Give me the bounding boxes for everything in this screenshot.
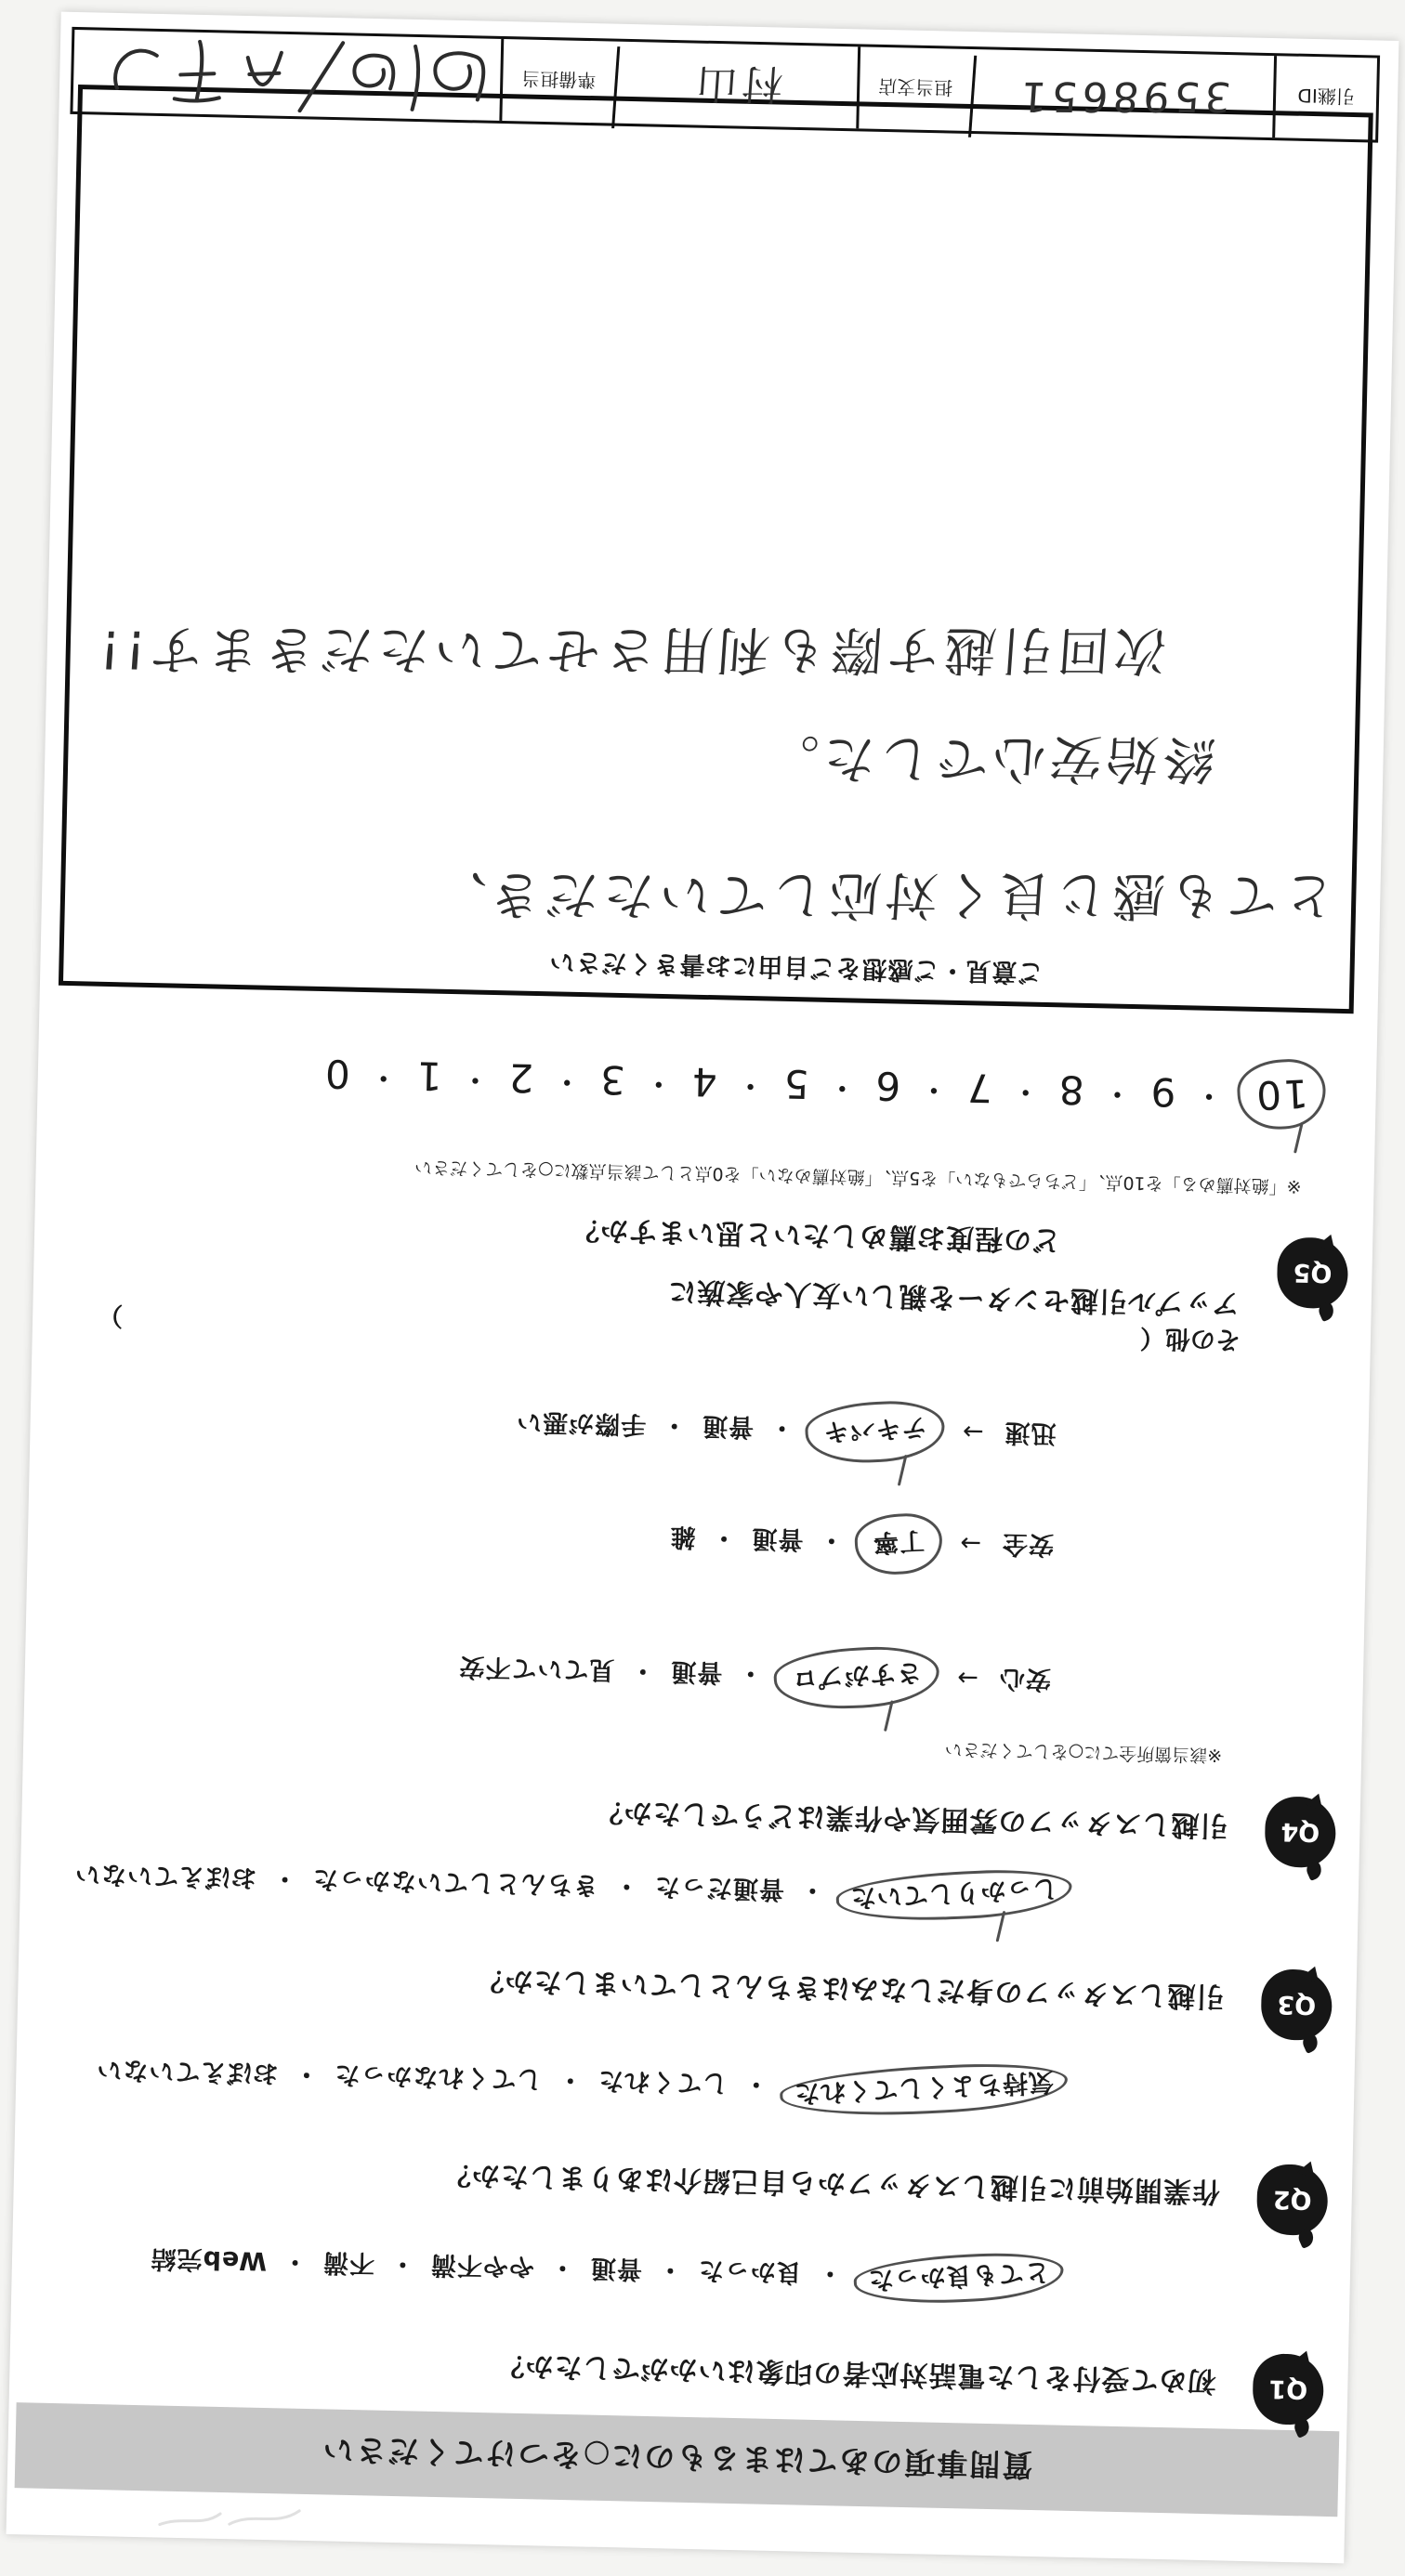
scale-number: ・ 5 [781, 1061, 874, 1108]
q4-option: ・ 雑 [669, 1522, 752, 1552]
q4-option: 丁寧 [872, 1525, 926, 1558]
handwritten-comment-line: 終始安心でした。 [759, 727, 1218, 789]
q1-option: ・ Web完結 [150, 2243, 322, 2276]
q2-option: ・ してくれなかった [334, 2060, 598, 2095]
q4-row-jinsoku [516, 1400, 1057, 1461]
q2-option: ・ おぼえていない [96, 2055, 335, 2089]
q3-options [74, 1858, 1070, 1916]
scale-number: ・ 6 [873, 1063, 966, 1110]
q4-question: 引越しスタッフの雰囲気や作業はどうでしたか？ [594, 1795, 1228, 1842]
branch-value: 村山 [611, 46, 860, 128]
q3-option: しっかりしていた [849, 1873, 1059, 1913]
nps-selection-circle [1235, 1057, 1327, 1131]
q1-badge [1252, 2353, 1324, 2426]
scale-number: ・ 1 [414, 1053, 507, 1100]
q4-option: ・ 普通 [751, 1523, 860, 1555]
scale-number: ・ 2 [506, 1054, 599, 1102]
paper-sheet [7, 12, 1399, 2564]
q1-selection-circle [853, 2250, 1065, 2308]
q5-question-line1: アップル引越センターを親しい友人や家族に [667, 1275, 1241, 1320]
scale-number: ・ 0 [323, 1051, 416, 1098]
arrow-icon: → [959, 1528, 982, 1558]
handover-id-label: 引継ID [1272, 56, 1377, 139]
q1-option: ・ やや不満 [430, 2250, 591, 2282]
q4-option: ・ 普通 [670, 1656, 779, 1688]
q4-row-anshin [458, 1644, 1052, 1706]
scale-number: ・ 3 [598, 1057, 691, 1105]
q5-badge-label: Q5 [1293, 1258, 1333, 1288]
q2-options [96, 2054, 1065, 2112]
page-title: 質問事項のあてはまるものに○をつけてください [321, 2431, 1033, 2484]
q4-option: ・ 手際が悪い [516, 1407, 702, 1440]
q4-other-label: その他（ [1139, 1323, 1241, 1354]
q4-note: ※該当箇所全てに○をしてください [944, 1738, 1223, 1766]
arrow-icon: → [955, 1663, 979, 1693]
q4-row-label: 安全 [1001, 1529, 1055, 1560]
q3-option: ・ おぼえていない [74, 1859, 313, 1893]
q4-other-close: ） [97, 1300, 124, 1330]
q5-note: ※「絶対薦める」を10点、「どちらでもない」を5点、「絶対薦めない」を0点として該当点数に○をしてください [414, 1157, 1302, 1197]
pencil-scan-artifact [155, 2498, 305, 2538]
q3-selection-circle [835, 1866, 1073, 1925]
scale-number: ・ 7 [965, 1065, 1058, 1112]
scale-number: ・ 4 [689, 1059, 782, 1106]
q1-badge-label: Q1 [1268, 2374, 1308, 2404]
prep-staff-cell [72, 30, 501, 121]
q3-badge-label: Q3 [1277, 1990, 1317, 2020]
q4-option: ・ 見ていて不安 [458, 1652, 671, 1685]
q4-option: ・ 普通 [702, 1411, 810, 1443]
scale-number: ・ 8 [1057, 1066, 1149, 1114]
branch-label: 担当支店 [856, 46, 972, 131]
q4-row-anzen [669, 1514, 1055, 1572]
q4-option: さすがプロ [791, 1657, 923, 1693]
q5-badge [1277, 1236, 1349, 1309]
q4-row2-selection-circle [854, 1511, 944, 1576]
comment-box-title: ご意見・ご感想をご自由にお書きください [548, 947, 1044, 987]
q1-option: ・ 不満 [322, 2247, 431, 2279]
q2-badge-label: Q2 [1272, 2185, 1312, 2216]
scale-number: 10 [1254, 1070, 1309, 1118]
q3-option: ・ きちんとしていなかった [312, 1864, 655, 1901]
q3-question: 引越しスタッフの身だしなみはきちんとしていましたか？ [475, 1963, 1225, 2013]
q4-row-label: 安心 [998, 1664, 1052, 1694]
q3-badge [1260, 1968, 1333, 2041]
comment-box [59, 85, 1373, 1013]
q4-option: テキパキ [822, 1412, 928, 1446]
q5-question-line2: どの程度お薦めしたいと思いますか？ [570, 1212, 1061, 1257]
nps-scale [322, 1044, 1322, 1124]
q2-badge [1256, 2164, 1329, 2236]
q2-selection-circle [779, 2059, 1069, 2121]
q1-question: 初めて受付をした電話対応者の印象はいかがでしたか？ [495, 2348, 1216, 2398]
q2-option: ・ してくれた [597, 2066, 784, 2099]
q2-question: 作業開始前に引越しスタッフから自己紹介はありましたか？ [441, 2158, 1221, 2208]
handover-id-value: 3598651 [968, 56, 1276, 137]
handwritten-comment-line: とても感じ良く対応していただき、 [427, 863, 1337, 925]
q2-option: 気持ちよくしてくれた [793, 2066, 1055, 2109]
q1-option: とても良かった [867, 2256, 1051, 2295]
q1-options [150, 2243, 1060, 2298]
q4-row-label: 迅速 [1004, 1418, 1057, 1448]
handwritten-comment-line: 次回引越す際も利用させていただきます!! [93, 618, 1169, 680]
q4-badge-label: Q4 [1280, 1817, 1320, 1848]
handwritten-signature [82, 33, 492, 117]
q4-row1-selection-circle [773, 1643, 941, 1711]
q1-option: ・ 普通 [590, 2254, 699, 2285]
q3-option: ・ 普通だった [654, 1872, 841, 1904]
prep-staff-label: 準備担当 [499, 39, 615, 124]
arrow-icon: → [961, 1417, 985, 1446]
scale-number: ・ 9 [1149, 1068, 1241, 1116]
q4-badge [1265, 1796, 1337, 1868]
q1-option: ・ 良かった [698, 2256, 859, 2288]
q4-row3-selection-circle [805, 1399, 947, 1466]
